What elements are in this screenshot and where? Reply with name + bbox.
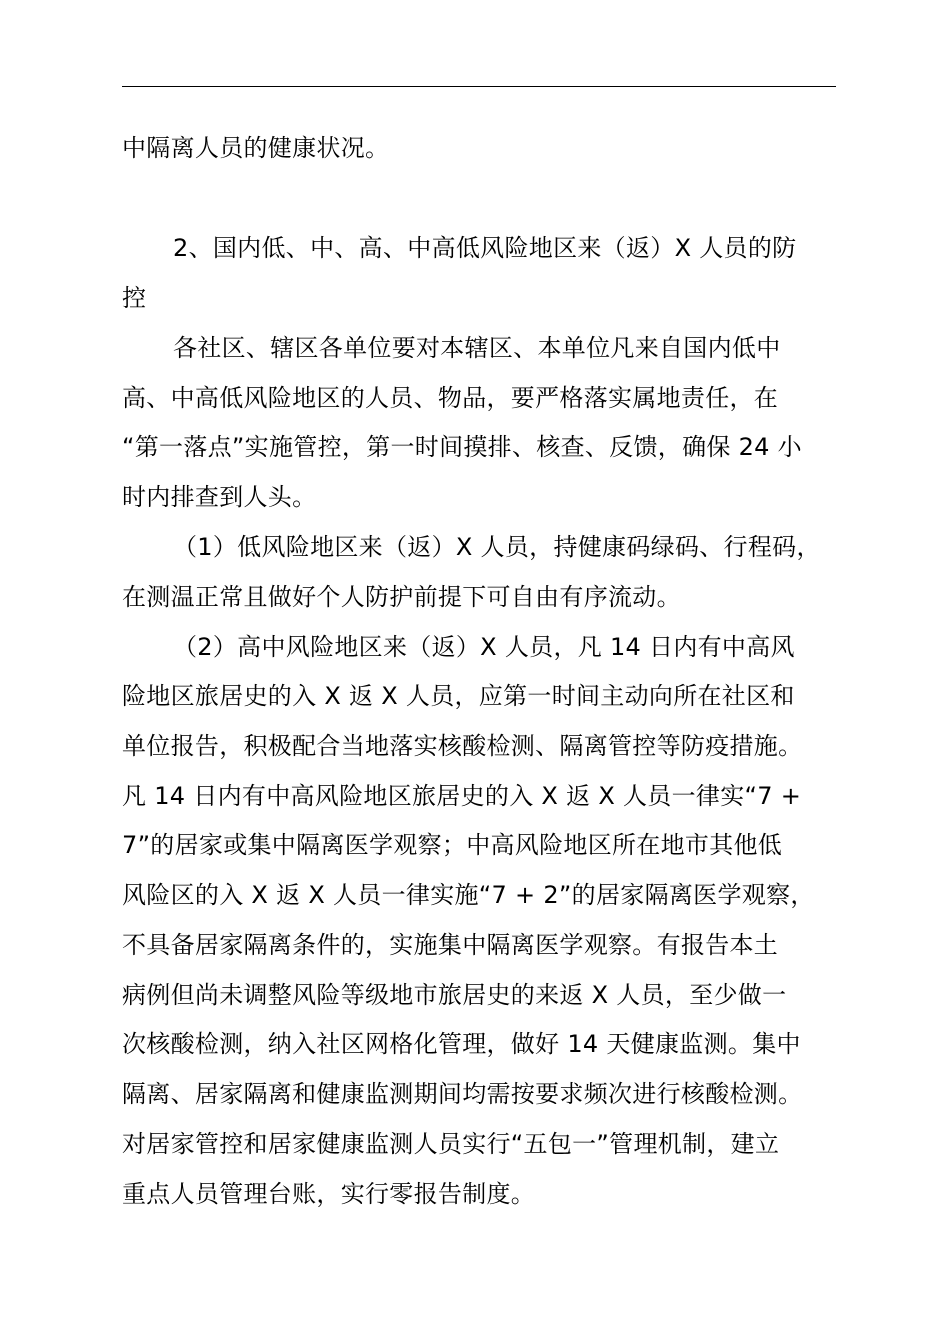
- text-line: 不具备居家隔离条件的，实施集中隔离医学观察。有报告本土: [122, 931, 779, 959]
- text-line: 中隔离人员的健康状况。: [122, 134, 390, 162]
- header-divider: [122, 86, 836, 87]
- section-heading-continued: 控: [122, 284, 147, 312]
- text-line: 隔离、居家隔离和健康监测期间均需按要求频次进行核酸检测。: [122, 1080, 803, 1108]
- text-line: 对居家管控和居家健康监测人员实行“五包一”管理机制，建立: [122, 1130, 780, 1158]
- text-line: 险地区旅居史的入 X 返 X 人员，应第一时间主动向所在社区和: [122, 682, 795, 710]
- text-line: 风险区的入 X 返 X 人员一律实施“7 + 2”的居家隔离医学观察，: [122, 881, 815, 909]
- section-heading: 2、国内低、中、高、中高低风险地区来（返）X 人员的防: [173, 234, 797, 262]
- text-line: 在测温正常且做好个人防护前提下可自由有序流动。: [122, 583, 681, 611]
- text-line: 7”的居家或集中隔离医学观察；中高风险地区所在地市其他低: [122, 831, 783, 859]
- text-line: 时内排查到人头。: [122, 483, 317, 511]
- text-line: （1）低风险地区来（返）X 人员，持健康码绿码、行程码，: [173, 533, 821, 561]
- text-line: 凡 14 日内有中高风险地区旅居史的入 X 返 X 人员一律实“7 +: [122, 782, 802, 810]
- text-line: 次核酸检测，纳入社区网格化管理，做好 14 天健康监测。集中: [122, 1030, 801, 1058]
- text-line: 病例但尚未调整风险等级地市旅居史的来返 X 人员，至少做一: [122, 981, 787, 1009]
- text-line: （2）高中风险地区来（返）X 人员，凡 14 日内有中高风: [173, 633, 795, 661]
- text-line: “第一落点”实施管控，第一时间摸排、核查、反馈，确保 24 小: [122, 433, 802, 461]
- text-line: 各社区、辖区各单位要对本辖区、本单位凡来自国内低中: [173, 334, 781, 362]
- text-line: 高、中高低风险地区的人员、物品，要严格落实属地责任，在: [122, 384, 779, 412]
- text-line: 重点人员管理台账，实行零报告制度。: [122, 1180, 536, 1208]
- text-line: 单位报告，积极配合当地落实核酸检测、隔离管控等防疫措施。: [122, 732, 803, 760]
